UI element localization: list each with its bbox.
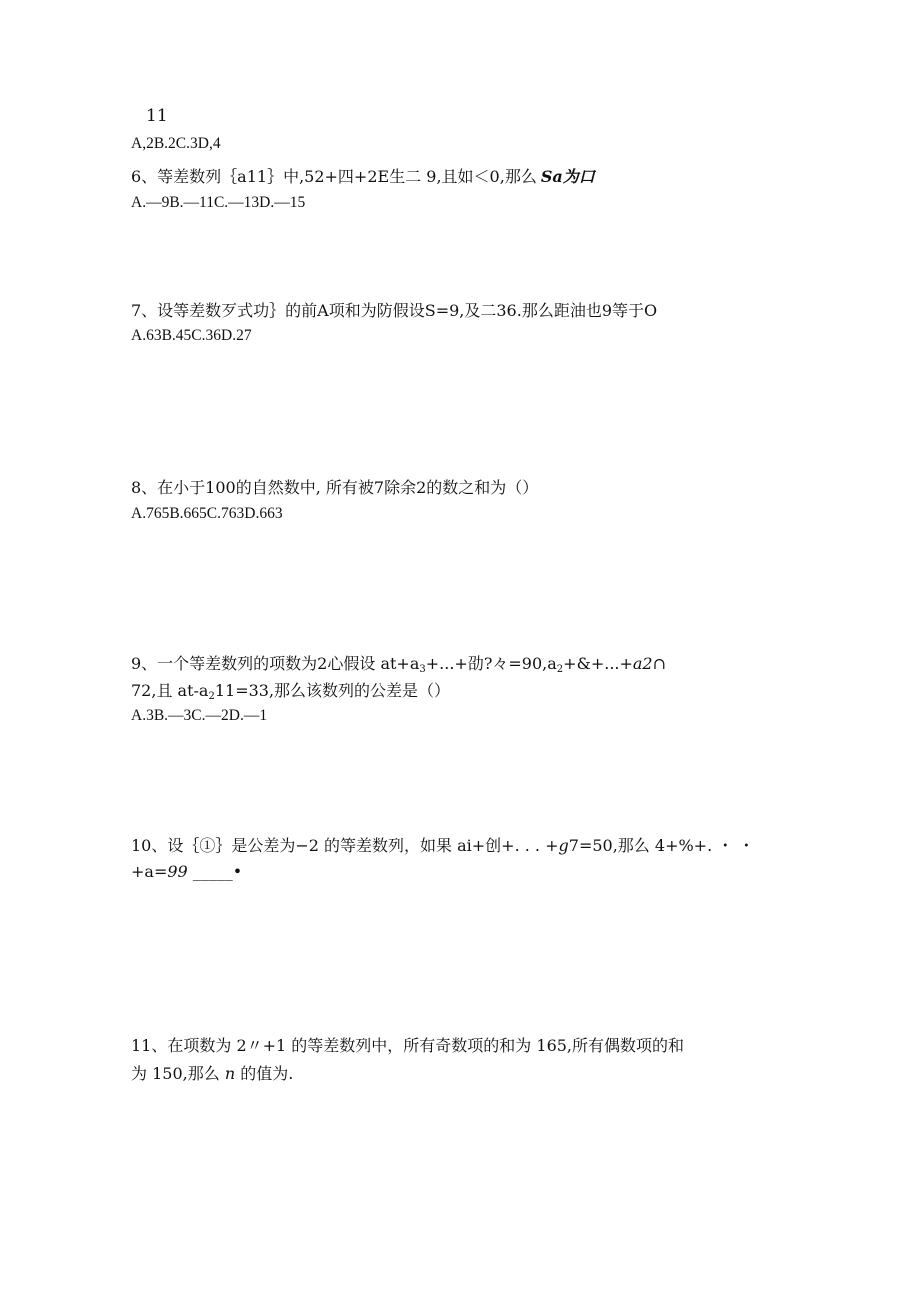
question-6-stem-tail: Sa为口	[540, 167, 595, 186]
q9-sub-a: 3	[419, 664, 426, 675]
q9-sub-c: 2	[208, 691, 215, 702]
question-6-stem	[131, 167, 595, 187]
q9-sub-b: 2	[556, 664, 564, 675]
question-11-stem-line1: 11、在项数为 2〃+1 的等差数列中，所有奇数项的和为 165,所有偶数项的和	[131, 1036, 685, 1055]
question-6-options: A.—9B.—11C.—13D.—15	[131, 194, 306, 211]
question-8-stem: 8、在小于100的自然数中, 所有被7除余2的数之和为（）	[131, 478, 539, 497]
q10-line2-num: 99	[167, 862, 188, 881]
q9-part-c: +&+...+	[563, 654, 633, 673]
question-10-stem-line1	[131, 836, 754, 856]
question-10-stem-line2	[131, 862, 242, 882]
question-7-options: A.63B.45C.36D.27	[131, 327, 252, 344]
question-11-stem-line2	[131, 1064, 293, 1084]
question-8-options: A.765B.665C.763D.663	[131, 505, 283, 522]
q9-line2-a: 72,且 at-a	[131, 681, 209, 700]
question-9-stem-line1	[131, 654, 666, 680]
question-7-stem: 7、设等差数歹式功｝的前A项和为防假设S=9,及二36.那么距油也9等于O	[131, 301, 658, 320]
q10-line1-b: 7=50,那么 4+%+. ・ ・	[568, 836, 755, 855]
q10-line1-a: 10、设｛①｝是公差为−2 的等差数列，如果 ai+创+. . . +	[131, 836, 559, 855]
question-9-stem-line2	[131, 681, 450, 707]
top-options: A,2B.2C.3D,4	[131, 135, 221, 152]
q9-line2-b: 11=33,那么该数列的公差是（）	[214, 681, 451, 700]
question-6-stem-text: 6、等差数列｛a11｝中,52+四+2E生二 9,且如＜0,那么	[131, 167, 537, 186]
q11-line2-b: 的值为.	[235, 1064, 294, 1083]
q10-g: g	[558, 836, 569, 855]
q11-n: n	[224, 1064, 236, 1083]
q10-line2-blank: _____•	[187, 862, 243, 881]
q9-part-d: a2∩	[632, 654, 667, 673]
page-top-number: 11	[146, 106, 168, 126]
question-9-options: A.3B.—3C.—2D.—1	[131, 707, 268, 724]
q9-part-a: 9、一个等差数列的项数为2心假设 at+a	[131, 654, 420, 673]
q9-part-b: +...+劭?々=90,a	[425, 654, 557, 673]
q11-line2-a: 为 150,那么	[131, 1064, 225, 1083]
q10-line2-a: +a=	[131, 862, 168, 881]
